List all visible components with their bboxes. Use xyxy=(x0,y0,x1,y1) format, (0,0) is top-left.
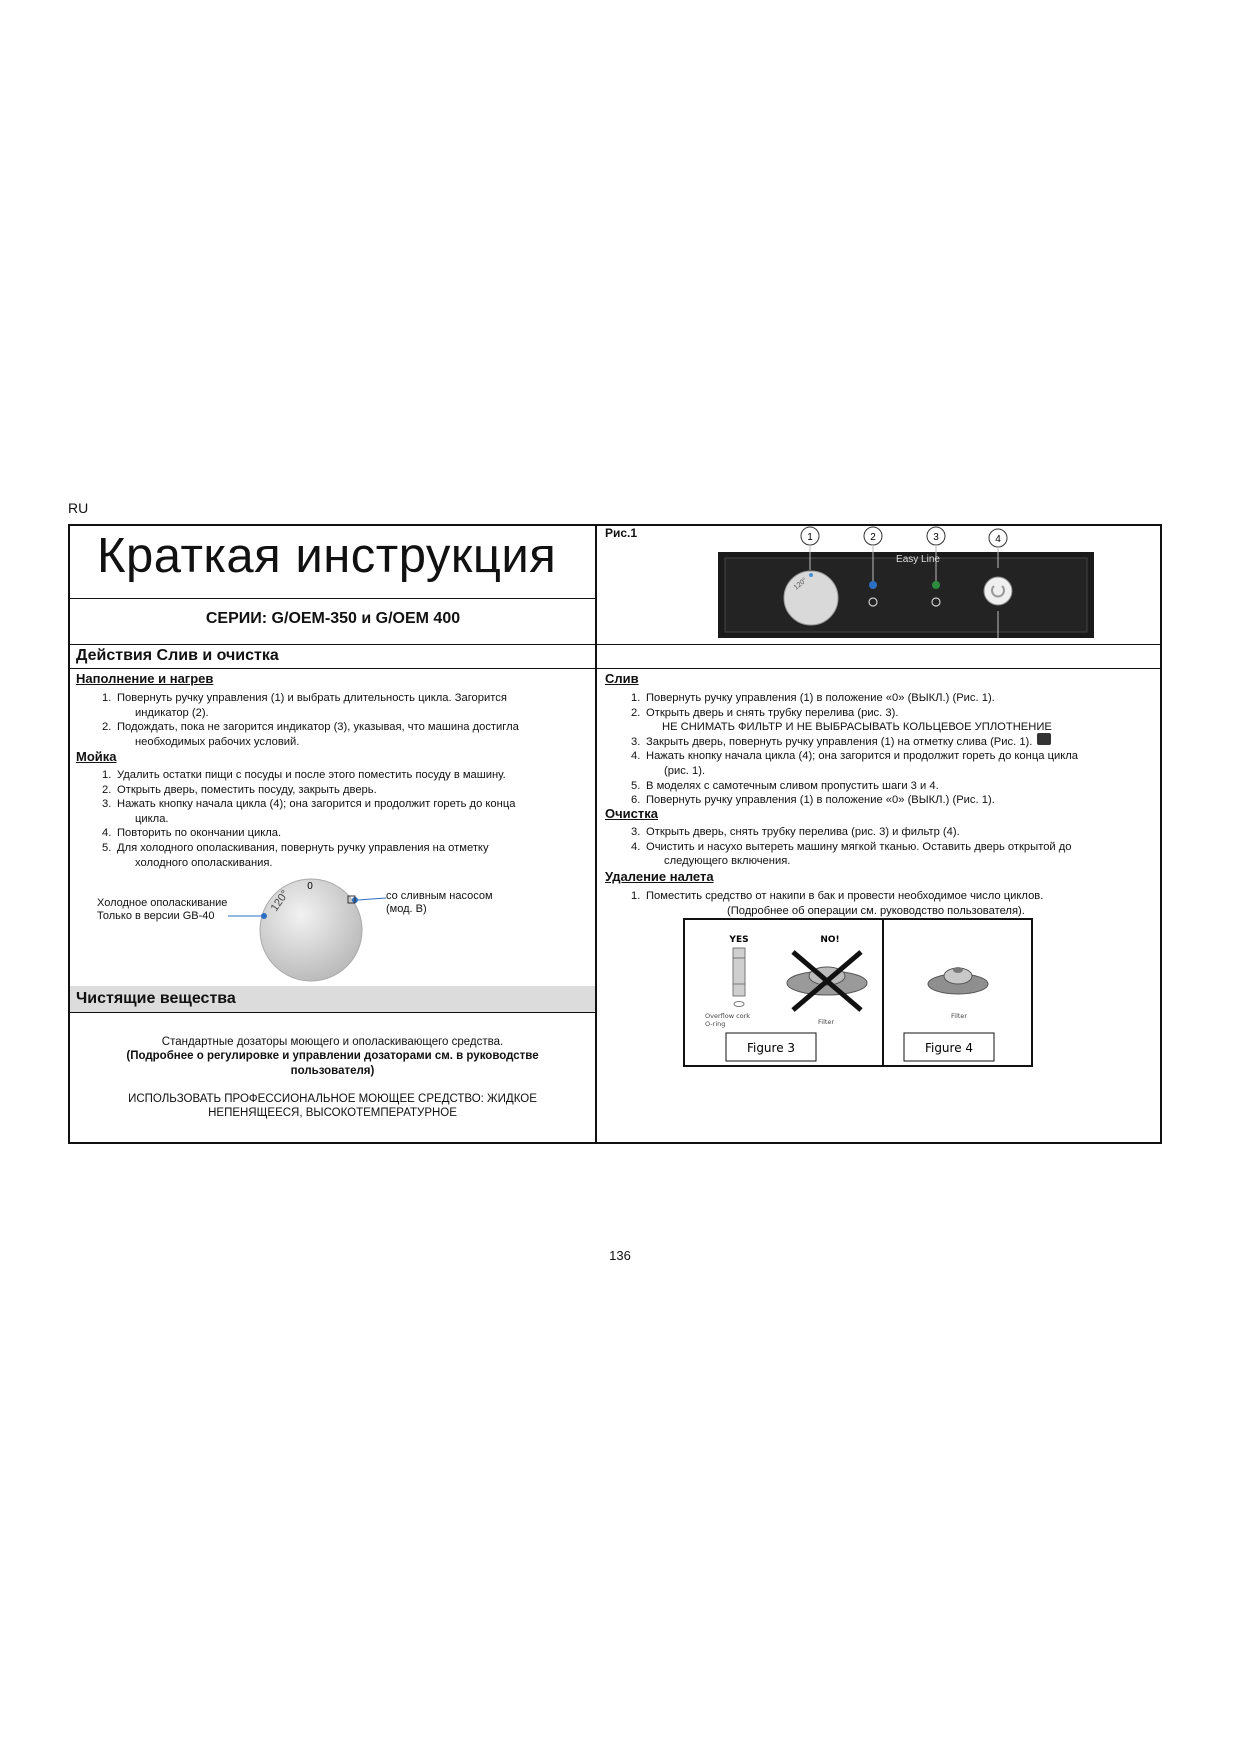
figure4-label: Figure 4 xyxy=(924,1041,974,1055)
callout-4-text: 4 xyxy=(995,534,1001,545)
filter3-label: Filter xyxy=(818,1018,835,1026)
list-item: холодного ополаскивания. xyxy=(135,856,273,869)
yes-label: YES xyxy=(729,935,749,945)
indicator-2 xyxy=(869,581,877,589)
fill-heading: Наполнение и нагрев xyxy=(76,671,214,686)
indicator-3 xyxy=(932,581,940,589)
callout-3-text: 3 xyxy=(933,532,939,543)
cleaning-heading: Чистящие вещества xyxy=(76,990,236,1007)
cleaning-line-1: Стандартные дозаторы моющего и ополаскивающего средства. xyxy=(161,1036,504,1048)
figure3-label: Figure 3 xyxy=(746,1041,796,1055)
list-item: 5. Для холодного ополаскивания, повернуть ручку управления на отметку xyxy=(102,841,489,854)
callout-2-text: 2 xyxy=(870,532,876,543)
list-item: НЕ СНИМАТЬ ФИЛЬТР И НЕ ВЫБРАСЫВАТЬ КОЛЬЦЕВОЕ УПЛОТНЕНИЕ xyxy=(662,721,1052,734)
clean-steps xyxy=(605,825,1155,869)
divider-section xyxy=(68,668,1162,669)
o-ring-label: O-ring xyxy=(705,1020,726,1028)
cleaning-line-2: (Подробнее о регулировке и управлении дозаторами см. в руководстве xyxy=(126,1050,539,1062)
list-item: 5. В моделях с самотечным сливом пропустить шаги 3 и 4. xyxy=(631,779,939,792)
list-item: 1. Поместить средство от накипи в бак и провести необходимое число циклов. xyxy=(631,890,1044,902)
list-item: индикатор (2). xyxy=(135,706,209,719)
callout-1-text: 1 xyxy=(807,532,813,543)
language-label: RU xyxy=(68,500,89,516)
page-title: Краткая инструкция xyxy=(97,529,557,583)
descale-heading: Удаление налета xyxy=(605,869,714,884)
list-item: 3. Закрыть дверь, повернуть ручку управления (1) на отметку слива (Рис. 1). xyxy=(631,735,1033,748)
cleaning-line-4: ИСПОЛЬЗОВАТЬ ПРОФЕССИОНАЛЬНОЕ МОЮЩЕЕ СРЕДСТВО: ЖИДКОЕ xyxy=(128,1093,537,1105)
list-item: цикла. xyxy=(135,812,169,825)
fig1-label: Рис.1 xyxy=(605,526,638,540)
list-item: 1. Удалить остатки пищи с посуды и после этого поместить посуду в машину. xyxy=(102,769,506,781)
dial-zero: 0 xyxy=(307,881,313,892)
dial-mark: 120° xyxy=(268,888,292,914)
wash-heading: Мойка xyxy=(76,749,117,764)
page-number: 136 xyxy=(609,1248,631,1263)
drain-leader xyxy=(358,898,386,900)
list-item: следующего включения. xyxy=(664,855,791,868)
overflow-cork-label: Overflow cork xyxy=(705,1012,751,1020)
list-item: 6. Повернуть ручку управления (1) в положение «0» (ВЫКЛ.) (Рис. 1). xyxy=(631,794,995,807)
list-item: необходимых рабочих условий. xyxy=(135,735,300,748)
descale-steps xyxy=(605,889,1155,918)
drain-symbol-icon xyxy=(1037,733,1051,745)
overflow-cork xyxy=(733,948,745,996)
filter4-label: Filter xyxy=(951,1012,968,1020)
figures-3-4 xyxy=(683,918,1033,1068)
list-item: 1. Повернуть ручку управления (1) в положение «0» (ВЫКЛ.) (Рис. 1). xyxy=(631,692,995,704)
drain-heading: Слив xyxy=(605,671,639,686)
wash-steps xyxy=(76,768,586,870)
series-label: СЕРИИ: G/OEM-350 и G/OEM 400 xyxy=(205,610,461,627)
start-button xyxy=(984,577,1012,605)
control-panel-figure xyxy=(710,524,1120,640)
list-item: (рис. 1). xyxy=(664,764,706,777)
panel-brand: Easy Line xyxy=(896,554,940,565)
dial-illustration xyxy=(228,868,388,986)
list-item: 4. Повторить по окончании цикла. xyxy=(102,827,282,840)
dial-right-label-1: со сливным насосом xyxy=(386,890,493,902)
clean-heading: Очистка xyxy=(605,806,658,821)
list-item: 2. Открыть дверь и снять трубку перелива (рис. 3). xyxy=(631,706,899,719)
list-item: 4. Нажать кнопку начала цикла (4); она загорится и продолжит гореть до конца цикла xyxy=(631,750,1078,763)
list-item: 2. Подождать, пока не загорится индикатор (3), указывая, что машина достигла xyxy=(102,721,519,734)
list-item: 2. Открыть дверь, поместить посуду, закрыть дверь. xyxy=(102,783,377,796)
divider-series xyxy=(68,644,1162,645)
list-item: 3. Нажать кнопку начала цикла (4); она загорится и продолжит гореть до конца xyxy=(102,798,516,811)
list-item: (Подробнее об операции см. руководство пользователя). xyxy=(727,904,1025,917)
no-label: NO! xyxy=(820,935,840,945)
fill-steps xyxy=(76,691,586,749)
panel-face xyxy=(725,558,1087,632)
divider-title xyxy=(68,598,596,599)
panel-dial xyxy=(784,571,838,625)
list-item: 4. Очистить и насухо вытереть машину мягкой тканью. Оставить дверь открытой до xyxy=(631,840,1072,853)
cleaning-line-3: пользователя) xyxy=(290,1065,375,1077)
section-heading: Действия Слив и очистка xyxy=(76,647,279,664)
dial-left-label-1: Холодное ополаскивание xyxy=(97,897,228,909)
drain-steps xyxy=(605,691,1155,808)
dial-right-label-2: (мод. B) xyxy=(386,903,427,915)
list-item: 1. Повернуть ручку управления (1) и выбрать длительность цикла. Загорится xyxy=(102,692,507,704)
cleaning-line-5: НЕПЕНЯЩЕЕСЯ, ВЫСОКОТЕМПЕРАТУРНОЕ xyxy=(208,1107,457,1119)
divider-cleaning-bottom xyxy=(68,1012,596,1013)
dial-left-label-2: Только в версии GB-40 xyxy=(97,910,215,922)
dial-knob xyxy=(260,879,362,981)
list-item: 3. Открыть дверь, снять трубку перелива (рис. 3) и фильтр (4). xyxy=(631,826,960,838)
panel-dial-mark: 120° xyxy=(792,576,809,592)
